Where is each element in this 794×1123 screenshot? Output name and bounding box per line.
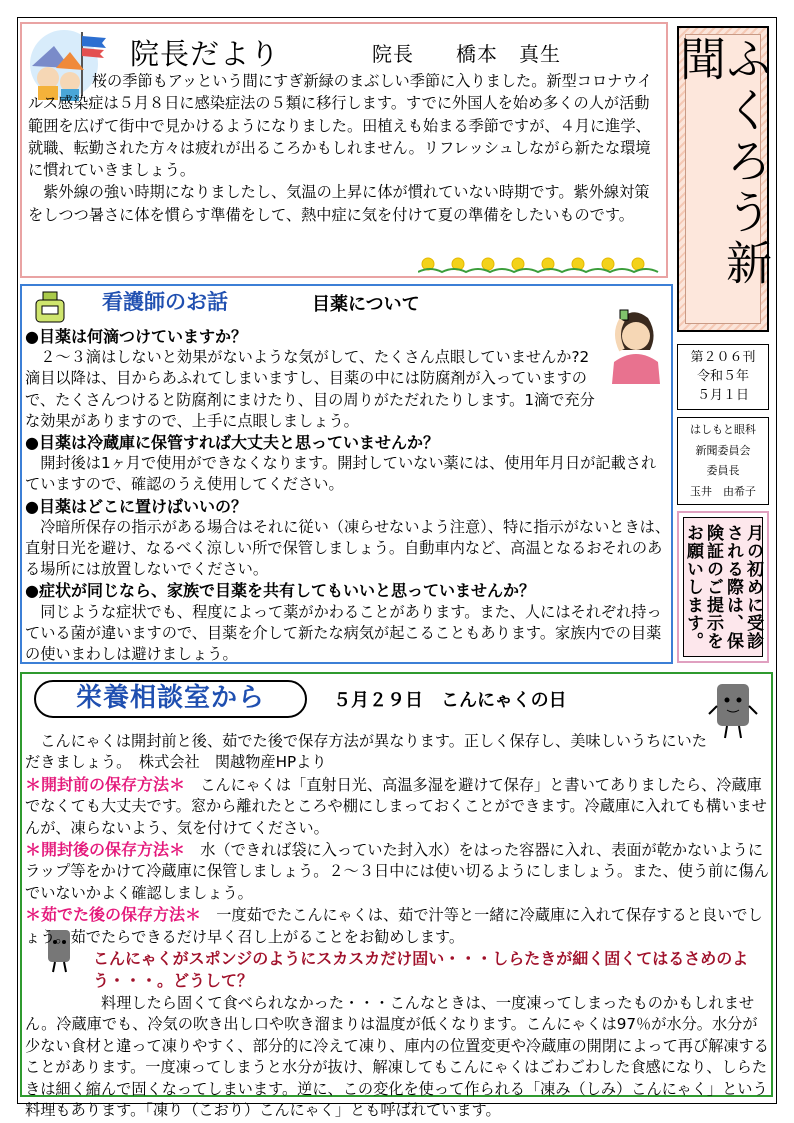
committee-chair: 玉井 由希子 (690, 484, 756, 498)
issue-date: ５月１日 (696, 388, 749, 403)
issue-era: 令和５年 (696, 369, 749, 384)
nurse-answer-3: 冷暗所保存の指示がある場合はそれに従い（凍らせないよう注意）、特に指示がないときは、直射日光を避け、なるべく涼しい所で保管しましょう。自動車内など、高温となるおそれのある場所には放置しないでください。 (25, 517, 671, 579)
director-section (20, 22, 668, 278)
nurse-answer-1: ２～３滴はしないと効果がないような気がして、たくさん点眼していませんか?2滴目以降は、目からあふれてしまいますし、目薬の中には防腐剤が入っていますので、たくさんつけると防腐剤にまけたり、目の周りがただれたりします。1滴で充分な効果がありますので、上手に点眼しましょう。 (25, 348, 595, 430)
nurse-topic: 目薬について (312, 294, 420, 315)
director-paragraph-2: 紫外線の強い時期になりましたし、気温の上昇に体が慣れていない時期です。紫外線対策をしつつ暑さに体を慣らす準備をして、熱中症に気を付けて夏の準備をしたいものです。 (28, 183, 650, 224)
masthead (673, 26, 773, 332)
nurse-answer-4: 同じような症状でも、程度によって薬がかわることがあります。また、人にはそれぞれ持っている菌が違いますので、目薬を介して新たな病気が起こることもあります。家族内での目薬の使いまわしは避けましょう。 (25, 602, 662, 664)
director-body (28, 70, 664, 226)
nurse-answer-2: 開封後は1ヶ月で使用ができなくなります。開封していない薬には、使用年月日が記載されていますので、確認のうえ使用してください。 (25, 454, 657, 494)
nutrition-heading-2: ＊開封後の保存方法＊ (25, 840, 186, 860)
eyedrop-bottle-icon (30, 290, 70, 324)
committee-role: 委員長 (706, 464, 740, 477)
nurse-question-2: ●目薬は冷蔵庫に保管すれば大丈夫と思っていませんか？ (25, 433, 439, 453)
nutrition-heading-4: こんにゃくがスポンジのようにスカスカだけ固い・・・しらたきが細く固くてはるさめのよう・・・。どうして？ (93, 949, 749, 991)
nutrition-body (25, 731, 769, 1121)
director-author: 院長 橋本 真生 (372, 42, 561, 66)
nutrition-heading-3: ＊茹でた後の保存方法＊ (25, 905, 202, 925)
nurse-question-1: ●目薬は何滴つけていますか？ (25, 327, 247, 346)
issue-info (677, 344, 769, 410)
nutrition-text-2: 水（できれば袋に入っていた封入水）をはった容器に入れ、表面が乾かないようにラップ等をかけて冷蔵庫に保管しましょう。２～３日中には使い切るようにしましょう。また、使う前に傷んでいないかよく確認しましょう。 (25, 841, 769, 902)
nutrition-topic: ５月２９日 こんにゃくの日 (333, 690, 567, 711)
committee-name: 新聞委員会 (695, 443, 751, 457)
nutrition-title: 栄養相談室から (34, 680, 307, 718)
nurse-body (25, 326, 670, 665)
issue-number: 第２０６刊 (690, 350, 756, 365)
nurse-question-3: ●目薬はどこに置けばいいの？ (25, 496, 247, 516)
nurse-question-4: ●症状が同じなら、家族で目薬を共有してもいいと思っていませんか？ (25, 581, 535, 601)
nutrition-text-4: 料理したら固くて食べられなかった・・・こんなときは、一度凍ってしまったものかもしれません。冷蔵庫でも、冷気の吹き出し口や吹き溜まりは温度が低くなります。こんにゃくは97％が水分。水分が少ない食材と違って凍りやすく、部分的に冷えて凍り、庫内の位置変更や冷蔵庫の開閉によって再び解凍することがあります。一度凍ってしまうと水分が抜け、解凍してもこんにゃくはごわごわした食感になり、しらたきは細く縮んで固くなってしまいます。逆に、この変化を使って作られる「凍み（しみ）こんにゃく」という料理もあります。「凍り（こおり）こんにゃく」とも呼ばれています。 (25, 993, 769, 1119)
committee-clinic: はしもと眼科 (690, 423, 756, 436)
nutrition-text-1: こんにゃくは「直射日光、高温多湿を避けて保存」と書いてありましたら、冷蔵庫でなくても大丈夫です。窓から離れたところや棚にしまっておくことができます。冷蔵庫に入れても構いませんが、凍らないよう、気を付けてください。 (25, 775, 767, 837)
notice-box (677, 511, 769, 663)
masthead-title: ふくろう新聞 (673, 35, 773, 290)
nurse-title: 看護師のお話 (102, 290, 228, 314)
nutrition-section (20, 672, 773, 1119)
director-paragraph-1: 桜の季節もアッという間にすぎ新緑のまぶしい季節に入りました。新型コロナウイルス感染症は５月８日に感染症法の５類に移行します。すでに外国人を始め多くの人が活動範囲を広げて街中で見かけるようになりました。田植えも始まる季節ですが、４月に進学、就職、転勤された方々は疲れが出るころかもしれません。リフレッシュしながら新たな環境に慣れていきましょう。 (28, 72, 653, 180)
committee-info (677, 417, 769, 505)
nutrition-intro: こんにゃくは開封前と後、茹でた後で保存方法が異なります。正しく保存し、美味しいうちにいただきましょう。 株式会社 関越物産HPより (25, 732, 707, 772)
nurse-section (20, 284, 673, 664)
notice-text: 月の初めに受診される際は、保険証のご提示をお願いします。 (683, 524, 763, 650)
nutrition-heading-1: ＊開封前の保存方法＊ (25, 774, 186, 794)
dandelion-row-icon (418, 256, 664, 274)
nutrition-text-3: 一度茹でたこんにゃくは、茹で汁等と一緒に冷蔵庫に入れて保存すると良いでしょう。茹でたらできるだけ早く召し上がることをお勧めします。 (25, 906, 763, 946)
director-title: 院長だより (130, 37, 281, 71)
